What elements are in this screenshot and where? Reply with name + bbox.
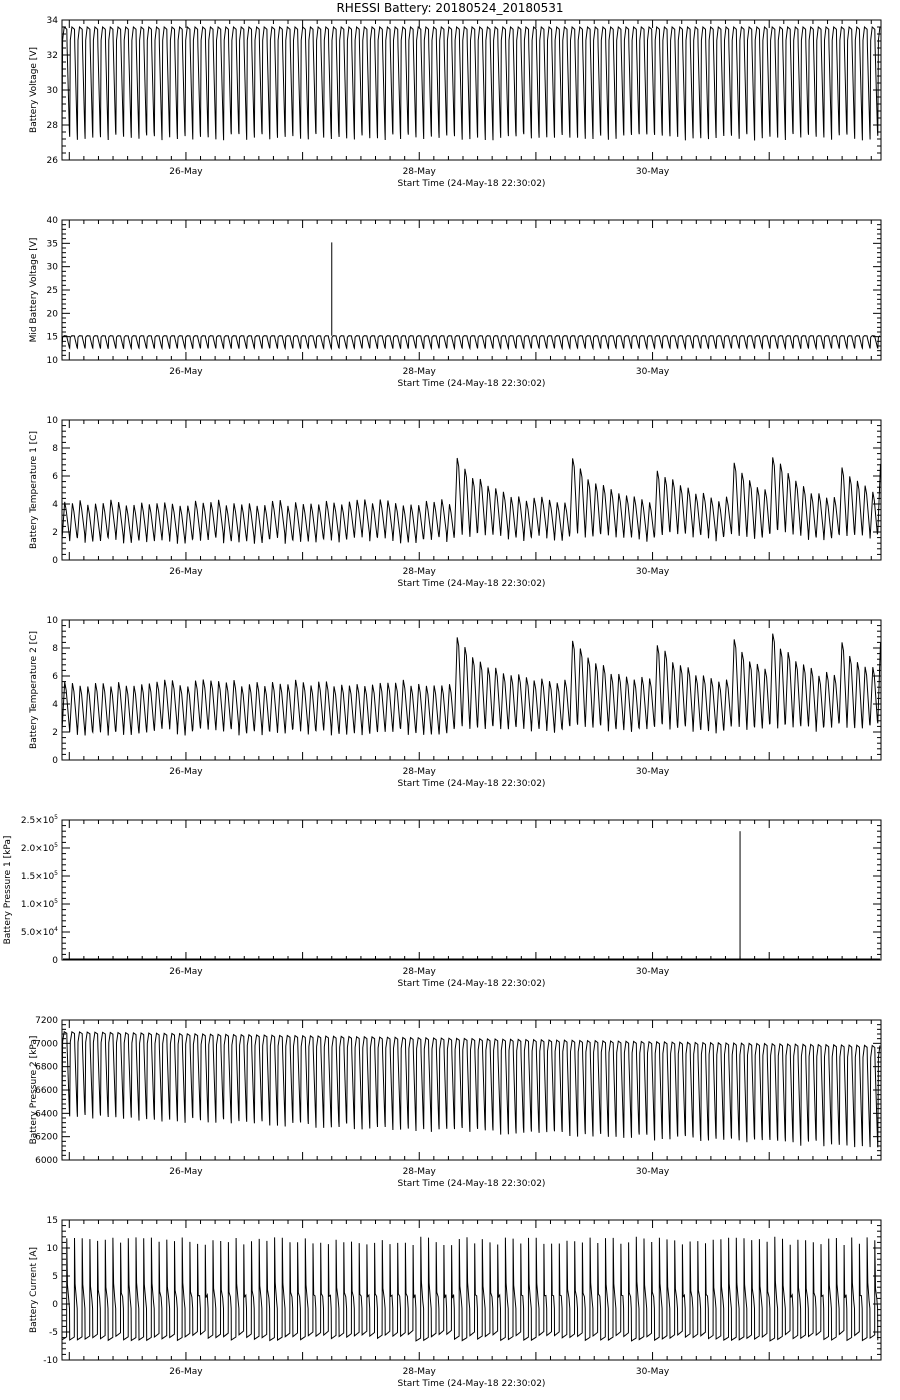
panel-1 — [29, 16, 881, 189]
y-tick-label: 35 — [46, 239, 58, 250]
y-tick-label: 20 — [46, 309, 58, 320]
y-tick-label: 34 — [46, 16, 58, 26]
panel-2 — [29, 216, 881, 389]
panel-5 — [3, 814, 881, 989]
y-tick-label: $2.0\times 10^5$ — [20, 842, 58, 854]
panel-4 — [29, 616, 881, 789]
y-tick-label: 30 — [46, 262, 58, 273]
y-axis-label: Battery Voltage [V] — [29, 47, 39, 133]
y-tick-label: 10 — [46, 1244, 58, 1254]
y-tick-label: 10 — [46, 416, 58, 426]
x-tick-label: 30-May — [635, 367, 670, 377]
y-axis-label: Battery Current [A] — [29, 1246, 39, 1334]
x-axis-label: Start Time (24-May-18 22:30:02) — [397, 579, 546, 589]
x-tick-label: 26-May — [169, 967, 203, 977]
panel-3 — [29, 416, 881, 589]
data-line — [62, 1237, 878, 1341]
y-tick-label: 10 — [46, 356, 58, 366]
y-tick-label: 6400 — [35, 1109, 58, 1120]
plot-frame — [62, 20, 881, 160]
y-tick-label: 0 — [52, 1300, 58, 1310]
x-tick-label: 28-May — [402, 1167, 436, 1177]
y-ticks — [62, 20, 881, 160]
y-tick-label: $5.0\times 10^4$ — [20, 926, 58, 938]
plot-frame — [62, 220, 881, 360]
y-tick-label: 6800 — [35, 1062, 58, 1073]
y-axis-label: Battery Pressure 2 [kPa] — [29, 1035, 39, 1145]
data-line — [62, 457, 881, 543]
y-tick-exponent: 5 — [54, 870, 58, 877]
x-ticks — [69, 820, 871, 960]
y-axis-label: Battery Pressure 1 [kPa] — [3, 835, 13, 945]
y-tick-label: 4 — [52, 700, 58, 710]
x-tick-label: 26-May — [169, 1367, 203, 1377]
y-tick-label: -10 — [43, 1356, 58, 1366]
data-line — [62, 336, 880, 349]
plot-frame — [62, 1220, 881, 1360]
y-tick-label: $1.0\times 10^5$ — [20, 898, 58, 910]
y-tick-label: 40 — [46, 216, 58, 226]
y-tick-label: 26 — [46, 156, 58, 166]
x-axis-label: Start Time (24-May-18 22:30:02) — [397, 779, 546, 789]
y-tick-label: 0 — [52, 756, 58, 766]
y-axis-label: Battery Temperature 1 [C] — [29, 431, 39, 549]
y-tick-label: 15 — [46, 332, 58, 343]
x-axis-label: Start Time (24-May-18 22:30:02) — [397, 1379, 546, 1389]
y-tick-label: 6 — [52, 672, 58, 682]
y-tick-label: 8 — [52, 644, 58, 654]
x-tick-label: 26-May — [169, 1167, 203, 1177]
x-tick-label: 26-May — [169, 167, 203, 177]
x-tick-label: 30-May — [635, 167, 670, 177]
data-line — [62, 1032, 880, 1148]
x-axis-label: Start Time (24-May-18 22:30:02) — [397, 979, 546, 989]
y-tick-label: 10 — [46, 616, 58, 626]
data-line — [62, 634, 881, 736]
y-tick-label: 7200 — [35, 1016, 58, 1026]
x-tick-label: 26-May — [169, 767, 203, 777]
y-axis-label: Mid Battery Voltage [V] — [29, 237, 39, 343]
x-tick-label: 28-May — [402, 167, 436, 177]
panel-7 — [29, 1216, 881, 1389]
x-tick-label: 28-May — [402, 967, 436, 977]
x-axis-label: Start Time (24-May-18 22:30:02) — [397, 1179, 546, 1189]
y-tick-exponent: 5 — [54, 814, 58, 821]
y-tick-label: 0 — [52, 956, 58, 966]
y-tick-label: 30 — [46, 86, 58, 96]
y-tick-label: 6200 — [35, 1132, 58, 1143]
y-tick-label: 6600 — [35, 1086, 58, 1096]
y-tick-label: $2.5\times 10^5$ — [20, 814, 58, 826]
y-ticks — [62, 220, 881, 360]
y-tick-label: 8 — [52, 444, 58, 454]
y-tick-label: 5 — [52, 1272, 58, 1282]
y-ticks — [62, 820, 881, 960]
y-tick-exponent: 4 — [54, 926, 58, 933]
x-tick-label: 26-May — [169, 567, 203, 577]
y-tick-label: 2 — [52, 528, 58, 538]
y-axis-label: Battery Temperature 2 [C] — [29, 631, 39, 749]
x-axis-label: Start Time (24-May-18 22:30:02) — [397, 179, 546, 189]
x-tick-label: 30-May — [635, 767, 670, 777]
x-tick-label: 30-May — [635, 1367, 670, 1377]
x-ticks — [69, 620, 871, 760]
y-tick-exponent: 5 — [54, 842, 58, 849]
x-tick-label: 28-May — [402, 567, 436, 577]
y-tick-label: $1.5\times 10^5$ — [20, 870, 58, 882]
plot-frame — [62, 820, 881, 960]
x-tick-label: 28-May — [402, 367, 436, 377]
y-tick-label: 6000 — [35, 1156, 58, 1166]
y-ticks — [62, 1220, 881, 1360]
x-tick-label: 28-May — [402, 767, 436, 777]
x-tick-label: 28-May — [402, 1367, 436, 1377]
y-tick-label: 6 — [52, 472, 58, 482]
y-tick-label: 32 — [46, 51, 58, 61]
x-tick-label: 30-May — [635, 1167, 670, 1177]
y-tick-label: 0 — [52, 556, 58, 566]
x-tick-label: 26-May — [169, 367, 203, 377]
y-tick-label: -5 — [49, 1328, 58, 1338]
y-tick-label: 4 — [52, 500, 58, 510]
x-tick-label: 30-May — [635, 567, 670, 577]
y-tick-label: 2 — [52, 728, 58, 738]
panel-6 — [29, 1016, 881, 1189]
y-tick-label: 7000 — [35, 1039, 58, 1050]
y-tick-label: 25 — [46, 286, 58, 296]
x-axis-label: Start Time (24-May-18 22:30:02) — [397, 379, 546, 389]
data-line — [62, 27, 880, 141]
x-tick-label: 30-May — [635, 967, 670, 977]
figure-title: RHESSI Battery: 20180524_20180531 — [336, 1, 564, 15]
y-tick-label: 28 — [46, 121, 58, 131]
y-tick-exponent: 5 — [54, 898, 58, 905]
y-tick-label: 15 — [46, 1216, 58, 1226]
